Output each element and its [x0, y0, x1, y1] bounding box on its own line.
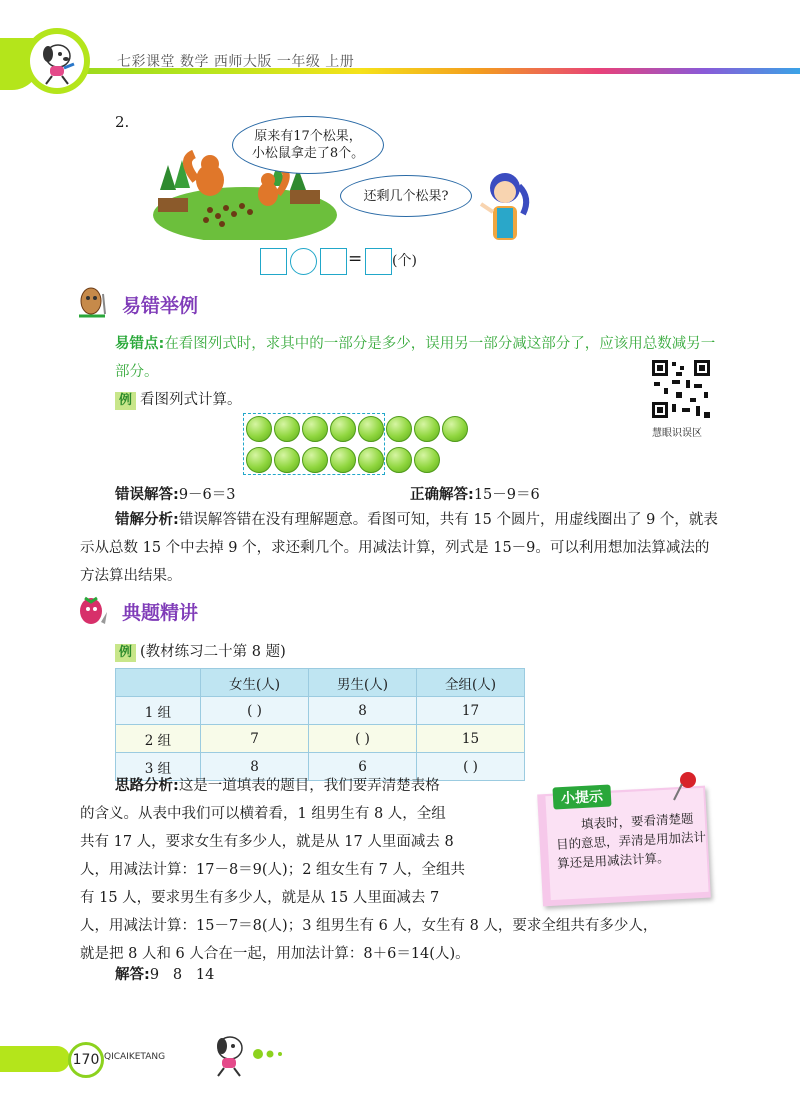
- squirrel-speech-text: 原来有17个松果，小松鼠拿走了8个。: [251, 129, 365, 161]
- wrong-answer-value: 9－6＝3: [178, 487, 236, 503]
- right-answer-row: [410, 483, 540, 504]
- equation-operator-blank[interactable]: [290, 248, 317, 275]
- table-cell: 7: [201, 725, 309, 753]
- thinking-line: 的含义。从表中我们可以横着看，1 组男生有 8 人，全组: [80, 806, 446, 822]
- pushpin-icon: [670, 770, 700, 804]
- table-cell: 3 组: [116, 753, 201, 781]
- table-cell: 17: [417, 697, 525, 725]
- ball: [302, 447, 328, 473]
- ball: [274, 416, 300, 442]
- answer-row: [115, 963, 214, 984]
- table-cell: 15: [417, 725, 525, 753]
- table-header-cell: 男生(人): [309, 669, 417, 697]
- table-cell: ( ): [417, 753, 525, 781]
- table-header-cell: [116, 669, 201, 697]
- ball: [274, 447, 300, 473]
- error-point-paragraph: [115, 330, 725, 386]
- equation-answer-blank[interactable]: [365, 248, 392, 275]
- table-cell: 1 组: [116, 697, 201, 725]
- thinking-label: 思路分析:: [115, 778, 179, 794]
- wrong-answer-row: [115, 483, 236, 504]
- footer-dog-mascot-icon: [200, 1028, 290, 1078]
- answer-value: 9 8 14: [149, 967, 215, 983]
- error-point-label: 易错点:: [115, 336, 165, 352]
- example2-row: [115, 640, 286, 662]
- example2-badge: 例: [115, 644, 136, 662]
- ball: [330, 447, 356, 473]
- footer-label: QICAIKETANG: [104, 1052, 166, 1062]
- equation-unit: (个): [392, 253, 417, 269]
- ball: [246, 416, 272, 442]
- girl-speech-text: 还剩几个松果?: [363, 188, 449, 204]
- qr-code-icon[interactable]: [650, 358, 712, 420]
- thinking-line: 就是把 8 人和 6 人合在一起，用加法计算：8＋6＝14(人)。: [80, 946, 470, 962]
- right-answer-value: 15－9＝6: [473, 487, 540, 503]
- equation-blank-2[interactable]: [320, 248, 347, 275]
- header-title: 七彩课堂 数学 西师大版 一年级 上册: [117, 54, 355, 70]
- table-cell: 2 组: [116, 725, 201, 753]
- problem-number: 2.: [115, 113, 130, 131]
- thinking-line: 有 15 人，要求男生有多少人，就是从 15 人里面减去 7: [80, 890, 440, 906]
- table-row: [116, 725, 525, 753]
- snail-mascot-icon: [75, 284, 109, 320]
- ball: [442, 416, 468, 442]
- tip-title: 小提示: [552, 784, 611, 809]
- section-title-common-errors: 易错举例: [122, 295, 199, 317]
- error-point-text: 在看图列式时，求其中的一部分是多少，误用另一部分减这部分了，应该用总数减另一部分。: [115, 336, 716, 380]
- example-text: 看图列式计算。: [140, 392, 242, 408]
- girl-illustration: [475, 168, 535, 250]
- analysis-paragraph: [80, 506, 720, 590]
- equation-blank-1[interactable]: [260, 248, 287, 275]
- table-cell: ( ): [201, 697, 309, 725]
- ball: [386, 416, 412, 442]
- thinking-line: 人，用减法计算：15－7＝8(人)；3 组男生有 6 人，女生有 8 人，要求全组共有多少人，: [80, 918, 658, 934]
- thinking-line: 这是一道填表的题目，我们要弄清楚表格: [178, 778, 440, 794]
- analysis-label: 错解分析:: [115, 512, 179, 528]
- ball: [358, 447, 384, 473]
- table-cell: 6: [309, 753, 417, 781]
- equation-equals: =: [348, 249, 363, 269]
- table-cell: ( ): [309, 725, 417, 753]
- ball: [246, 447, 272, 473]
- page-number: 170: [68, 1042, 104, 1078]
- table-row: [116, 697, 525, 725]
- ball: [386, 447, 412, 473]
- tip-text: 填表时，要看清楚题目的意思，弄清是用加法计算还是用减法计算。: [555, 810, 707, 871]
- footer-band: [0, 1046, 70, 1072]
- section-title-examples: 典题精讲: [122, 602, 199, 624]
- ball: [414, 447, 440, 473]
- dog-mascot-icon: [30, 34, 84, 88]
- table-header-cell: 女生(人): [201, 669, 309, 697]
- answer-label: 解答:: [115, 967, 150, 983]
- group-table: [115, 668, 525, 781]
- table-cell: 8: [309, 697, 417, 725]
- ball: [358, 416, 384, 442]
- table-cell: 8: [201, 753, 309, 781]
- example-badge: 例: [115, 392, 136, 410]
- strawberry-mascot-icon: [75, 592, 109, 628]
- ball: [302, 416, 328, 442]
- example-row: [115, 388, 242, 410]
- thinking-line: 人，用减法计算：17－8＝9(人)；2 组女生有 7 人，全组共: [80, 862, 465, 878]
- table-header-cell: 全组(人): [417, 669, 525, 697]
- squirrel-speech-bubble: [232, 116, 384, 174]
- analysis-text: 错误解答错在没有理解题意。看图可知，共有 15 个圆片，用虚线圈出了 9 个，就表示从总数 15 个中去掉 9 个，求还剩几个。用减法计算，列式是 15－9。可以利用想加法算减法的方法算出结果。: [80, 512, 718, 584]
- header-logo-circle: [24, 28, 90, 94]
- wrong-answer-label: 错误解答:: [115, 487, 179, 503]
- thinking-line: 共有 17 人，要求女生有多少人，就是从 17 人里面减去 8: [80, 834, 454, 850]
- girl-speech-bubble: [340, 175, 472, 217]
- right-answer-label: 正确解答:: [410, 487, 474, 503]
- ball: [414, 416, 440, 442]
- qr-caption: 慧眼识误区: [652, 428, 702, 439]
- ball: [330, 416, 356, 442]
- example2-text: (教材练习二十第 8 题): [140, 644, 286, 660]
